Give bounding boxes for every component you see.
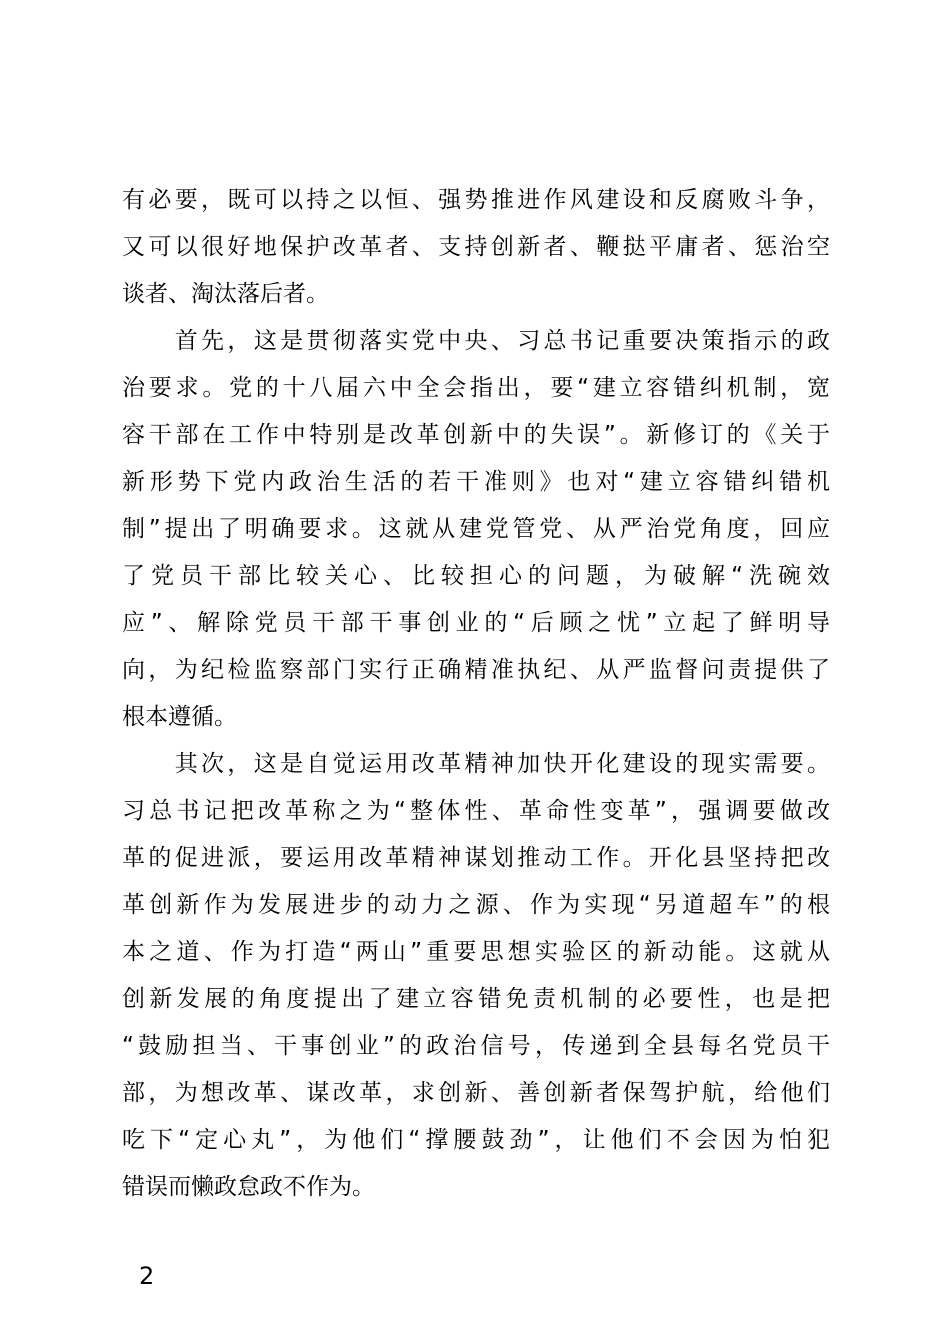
- text-line: 向，为纪检监察部门实行正确精准执纪、从严监督问责提供了: [122, 657, 830, 683]
- page-number: 2: [139, 1262, 155, 1290]
- text-line: 应”、解除党员干部干事创业的“后顾之忧”立起了鲜明导: [122, 610, 830, 636]
- text-line: 本之道、作为打造“两山”重要思想实验区的新动能。这就从: [122, 939, 830, 965]
- text-line: 了党员干部比较关心、比较担心的问题，为破解“洗碗效: [122, 563, 830, 589]
- text-line: 根本遵循。: [122, 704, 237, 730]
- text-line: 谈者、淘汰落后者。: [122, 281, 329, 307]
- text-line: 首先，这是贯彻落实党中央、习总书记重要决策指示的政: [122, 328, 830, 354]
- text-line: 创新发展的角度提出了建立容错免责机制的必要性，也是把: [122, 986, 830, 1012]
- text-line: 容干部在工作中特别是改革创新中的失误”。新修订的《关于: [122, 422, 830, 448]
- text-line: 治要求。党的十八届六中全会指出，要“建立容错纠机制，宽: [122, 375, 830, 401]
- text-line: 吃下“定心丸”，为他们“撑腰鼓劲”，让他们不会因为怕犯: [122, 1127, 830, 1153]
- text-line: 错误而懒政怠政不作为。: [122, 1174, 375, 1200]
- text-line: 有必要，既可以持之以恒、强势推进作风建设和反腐败斗争，: [122, 187, 830, 213]
- text-line: 其次，这是自觉运用改革精神加快开化建设的现实需要。: [122, 751, 830, 777]
- text-line: 又可以很好地保护改革者、支持创新者、鞭挞平庸者、惩治空: [122, 234, 830, 260]
- text-line: “鼓励担当、干事创业”的政治信号，传递到全县每名党员干: [122, 1033, 830, 1059]
- text-line: 部，为想改革、谋改革，求创新、善创新者保驾护航，给他们: [122, 1080, 830, 1106]
- text-line: 革的促进派，要运用改革精神谋划推动工作。开化县坚持把改: [122, 845, 830, 871]
- text-line: 革创新作为发展进步的动力之源、作为实现“另道超车”的根: [122, 892, 830, 918]
- text-line: 制”提出了明确要求。这就从建党管党、从严治党角度，回应: [122, 516, 830, 542]
- text-line: 新形势下党内政治生活的若干准则》也对“建立容错纠错机: [122, 469, 830, 495]
- text-line: 习总书记把改革称之为“整体性、革命性变革”，强调要做改: [122, 798, 830, 824]
- body-text: [122, 177, 830, 1211]
